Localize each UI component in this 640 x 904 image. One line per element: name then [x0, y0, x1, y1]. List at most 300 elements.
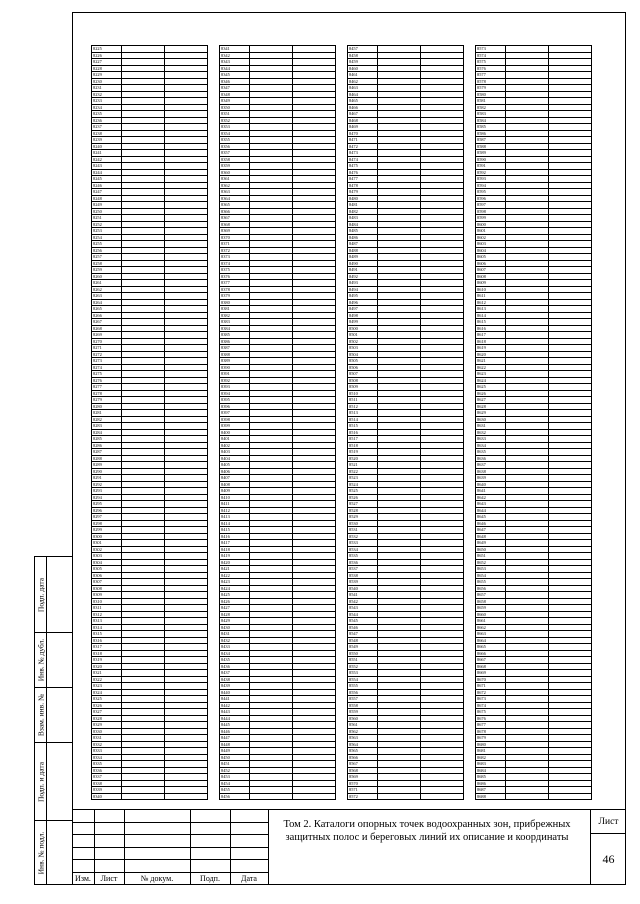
point-number: 8619: [476, 345, 506, 352]
point-number: 8598: [476, 208, 506, 215]
point-number: 8297: [92, 514, 122, 521]
point-number: 8335: [92, 761, 122, 768]
point-number: 8399: [220, 423, 250, 430]
point-number: 8333: [92, 748, 122, 755]
point-number: 8302: [92, 546, 122, 553]
point-number: 8404: [220, 455, 250, 462]
point-number: 8491: [348, 267, 378, 274]
point-number: 8411: [220, 501, 250, 508]
point-number: 8646: [476, 520, 506, 527]
margin-label-podp-i-data: Подп. и дата: [36, 761, 45, 802]
point-number: 8688: [476, 793, 506, 800]
point-number: 8470: [348, 130, 378, 137]
point-number: 8448: [220, 741, 250, 748]
coord-y: [165, 793, 208, 800]
point-number: 8296: [92, 507, 122, 514]
point-number: 8500: [348, 325, 378, 332]
coord-x: [506, 793, 549, 800]
point-number: 8479: [348, 189, 378, 196]
point-number: 8630: [476, 416, 506, 423]
point-number: 8385: [220, 332, 250, 339]
point-number: 8357: [220, 150, 250, 157]
document-title-line2: защитных полос и береговых линий их описание и координаты: [285, 832, 569, 843]
point-number: 8232: [92, 91, 122, 98]
point-number: 8228: [92, 65, 122, 72]
point-number: 8498: [348, 312, 378, 319]
point-number: 8635: [476, 449, 506, 456]
margin-cell-podp-data: [35, 557, 72, 633]
point-number: 8322: [92, 676, 122, 683]
point-number: 8481: [348, 202, 378, 209]
point-number: 8554: [348, 676, 378, 683]
point-number: 8245: [92, 176, 122, 183]
point-number: 8449: [220, 748, 250, 755]
point-number: 8486: [348, 234, 378, 241]
point-number: 8597: [476, 202, 506, 209]
point-number: 8331: [92, 735, 122, 742]
point-number: 8602: [476, 234, 506, 241]
point-number: 8507: [348, 371, 378, 378]
point-number: 8426: [220, 598, 250, 605]
point-number: 8617: [476, 332, 506, 339]
table-row: [92, 793, 208, 800]
point-number: 8519: [348, 449, 378, 456]
point-number: 8687: [476, 787, 506, 794]
point-number: 8233: [92, 98, 122, 105]
point-number: 8603: [476, 241, 506, 248]
point-number: 8354: [220, 130, 250, 137]
point-number: 8537: [348, 566, 378, 573]
point-number: 8615: [476, 319, 506, 326]
point-number: 8607: [476, 267, 506, 274]
point-number: 8487: [348, 241, 378, 248]
point-number: 8256: [92, 247, 122, 254]
point-number: 8601: [476, 228, 506, 235]
point-number: 8525: [348, 488, 378, 495]
point-number: 8393: [220, 384, 250, 391]
point-number: 8513: [348, 410, 378, 417]
point-number: 8293: [92, 488, 122, 495]
point-number: 8377: [220, 280, 250, 287]
point-number: 8325: [92, 696, 122, 703]
point-number: 8475: [348, 163, 378, 170]
point-number: 8650: [476, 546, 506, 553]
point-number: 8527: [348, 501, 378, 508]
point-number: 8627: [476, 397, 506, 404]
point-number: 8238: [92, 130, 122, 137]
point-number: 8342: [220, 52, 250, 59]
point-number: 8281: [92, 410, 122, 417]
point-number: 8605: [476, 254, 506, 261]
point-number: 8295: [92, 501, 122, 508]
point-number: 8294: [92, 494, 122, 501]
point-number: 8518: [348, 442, 378, 449]
point-number: 8570: [348, 780, 378, 787]
point-number: 8514: [348, 416, 378, 423]
point-number: 8303: [92, 553, 122, 560]
point-number: 8268: [92, 325, 122, 332]
point-number: 8675: [476, 709, 506, 716]
point-number: 8511: [348, 397, 378, 404]
point-number: 8267: [92, 319, 122, 326]
point-number: 8359: [220, 163, 250, 170]
revision-grid: [72, 810, 268, 885]
point-number: 8300: [92, 533, 122, 540]
point-number: 8283: [92, 423, 122, 430]
point-number: 8260: [92, 273, 122, 280]
point-number: 8392: [220, 377, 250, 384]
point-number: 8466: [348, 104, 378, 111]
point-number: 8279: [92, 397, 122, 404]
point-number: 8538: [348, 572, 378, 579]
coord-x: [250, 793, 293, 800]
point-number: 8460: [348, 65, 378, 72]
point-number: 8684: [476, 767, 506, 774]
point-number: 8400: [220, 429, 250, 436]
point-number: 8679: [476, 735, 506, 742]
point-number: 8285: [92, 436, 122, 443]
point-number: 8236: [92, 117, 122, 124]
point-number: 8620: [476, 351, 506, 358]
point-number: 8366: [220, 208, 250, 215]
point-number: 8501: [348, 332, 378, 339]
point-number: 8370: [220, 234, 250, 241]
point-number: 8628: [476, 403, 506, 410]
point-number: 8530: [348, 520, 378, 527]
point-number: 8544: [348, 611, 378, 618]
point-number: 8476: [348, 169, 378, 176]
point-number: 8451: [220, 761, 250, 768]
point-number: 8587: [476, 137, 506, 144]
point-number: 8656: [476, 585, 506, 592]
point-number: 8349: [220, 98, 250, 105]
point-number: 8548: [348, 637, 378, 644]
point-number: 8314: [92, 624, 122, 631]
point-number: 8365: [220, 202, 250, 209]
point-number: 8643: [476, 501, 506, 508]
point-number: 8551: [348, 657, 378, 664]
point-number: 8467: [348, 111, 378, 118]
point-number: 8523: [348, 475, 378, 482]
point-number: 8308: [92, 585, 122, 592]
point-number: 8258: [92, 260, 122, 267]
point-number: 8374: [220, 260, 250, 267]
point-number: 8496: [348, 299, 378, 306]
point-number: 8242: [92, 156, 122, 163]
point-number: 8315: [92, 631, 122, 638]
point-number: 8336: [92, 767, 122, 774]
point-number: 8431: [220, 631, 250, 638]
point-number: 8306: [92, 572, 122, 579]
catalog-block-1: [91, 45, 208, 800]
point-number: 8654: [476, 572, 506, 579]
point-number: 8474: [348, 156, 378, 163]
point-number: 8397: [220, 410, 250, 417]
point-number: 8584: [476, 117, 506, 124]
point-number: 8661: [476, 618, 506, 625]
point-number: 8291: [92, 475, 122, 482]
point-number: 8677: [476, 722, 506, 729]
point-number: 8594: [476, 182, 506, 189]
point-number: 8453: [220, 774, 250, 781]
point-number: 8613: [476, 306, 506, 313]
coord-y: [421, 793, 464, 800]
point-number: 8338: [92, 780, 122, 787]
point-number: 8292: [92, 481, 122, 488]
point-number: 8488: [348, 247, 378, 254]
point-number: 8569: [348, 774, 378, 781]
point-number: 8568: [348, 767, 378, 774]
point-number: 8396: [220, 403, 250, 410]
point-number: 8515: [348, 423, 378, 430]
point-number: 8645: [476, 514, 506, 521]
point-number: 8239: [92, 137, 122, 144]
point-number: 8633: [476, 436, 506, 443]
point-number: 8681: [476, 748, 506, 755]
point-number: 8508: [348, 377, 378, 384]
point-number: 8401: [220, 436, 250, 443]
point-number: 8423: [220, 579, 250, 586]
point-number: 8465: [348, 98, 378, 105]
coord-y: [549, 793, 592, 800]
point-number: 8586: [476, 130, 506, 137]
point-number: 8483: [348, 215, 378, 222]
table-row: [348, 793, 464, 800]
point-number: 8533: [348, 540, 378, 547]
point-number: 8234: [92, 104, 122, 111]
point-number: 8254: [92, 234, 122, 241]
point-number: 8280: [92, 403, 122, 410]
point-number: 8262: [92, 286, 122, 293]
point-number: 8665: [476, 644, 506, 651]
point-number: 8237: [92, 124, 122, 131]
point-number: 8304: [92, 559, 122, 566]
point-number: 8433: [220, 644, 250, 651]
point-number: 8266: [92, 312, 122, 319]
point-number: 8637: [476, 462, 506, 469]
point-number: 8655: [476, 579, 506, 586]
point-number: 8243: [92, 163, 122, 170]
point-number: 8621: [476, 358, 506, 365]
point-number: 8318: [92, 650, 122, 657]
point-number: 8352: [220, 117, 250, 124]
margin-cell-inv-dubl: [35, 633, 72, 688]
point-number: 8231: [92, 85, 122, 92]
point-number: 8278: [92, 390, 122, 397]
coordinate-catalog: [91, 45, 593, 805]
point-number: 8445: [220, 722, 250, 729]
point-number: 8616: [476, 325, 506, 332]
point-number: 8596: [476, 195, 506, 202]
point-number: 8545: [348, 618, 378, 625]
point-number: 8658: [476, 598, 506, 605]
point-number: 8622: [476, 364, 506, 371]
point-number: 8546: [348, 624, 378, 631]
point-number: 8574: [476, 52, 506, 59]
point-number: 8614: [476, 312, 506, 319]
point-number: 8590: [476, 156, 506, 163]
point-number: 8595: [476, 189, 506, 196]
point-number: 8249: [92, 202, 122, 209]
point-number: 8321: [92, 670, 122, 677]
point-number: 8490: [348, 260, 378, 267]
point-number: 8524: [348, 481, 378, 488]
point-number: 8528: [348, 507, 378, 514]
point-number: 8347: [220, 85, 250, 92]
point-number: 8659: [476, 605, 506, 612]
point-number: 8458: [348, 52, 378, 59]
point-number: 8409: [220, 488, 250, 495]
point-number: 8455: [220, 787, 250, 794]
point-number: 8461: [348, 72, 378, 79]
point-number: 8326: [92, 702, 122, 709]
point-number: 8562: [348, 728, 378, 735]
point-number: 8270: [92, 338, 122, 345]
point-number: 8583: [476, 111, 506, 118]
point-number: 8255: [92, 241, 122, 248]
point-number: 8358: [220, 156, 250, 163]
point-number: 8414: [220, 520, 250, 527]
point-number: 8495: [348, 293, 378, 300]
point-number: 8398: [220, 416, 250, 423]
point-number: 8299: [92, 527, 122, 534]
point-number: 8379: [220, 293, 250, 300]
point-number: 8560: [348, 715, 378, 722]
point-number: 8547: [348, 631, 378, 638]
point-number: 8563: [348, 735, 378, 742]
point-number: 8606: [476, 260, 506, 267]
point-number: 8269: [92, 332, 122, 339]
header-podp: Подп.: [200, 874, 220, 883]
point-number: 8559: [348, 709, 378, 716]
point-number: 8405: [220, 462, 250, 469]
point-number: 8348: [220, 91, 250, 98]
point-number: 8257: [92, 254, 122, 261]
point-number: 8484: [348, 221, 378, 228]
point-number: 8368: [220, 221, 250, 228]
point-number: 8666: [476, 650, 506, 657]
point-number: 8240: [92, 143, 122, 150]
header-data: Дата: [241, 874, 257, 883]
point-number: 8503: [348, 345, 378, 352]
point-number: 8647: [476, 527, 506, 534]
point-number: 8427: [220, 605, 250, 612]
point-number: 8244: [92, 169, 122, 176]
point-number: 8438: [220, 676, 250, 683]
point-number: 8660: [476, 611, 506, 618]
point-number: 8428: [220, 611, 250, 618]
point-number: 8375: [220, 267, 250, 274]
point-number: 8686: [476, 780, 506, 787]
point-number: 8275: [92, 371, 122, 378]
point-number: 8671: [476, 683, 506, 690]
point-number: 8565: [348, 748, 378, 755]
point-number: 8502: [348, 338, 378, 345]
point-number: 8406: [220, 468, 250, 475]
point-number: 8284: [92, 429, 122, 436]
point-number: 8553: [348, 670, 378, 677]
point-number: 8446: [220, 728, 250, 735]
point-number: 8360: [220, 169, 250, 176]
point-number: 8611: [476, 293, 506, 300]
point-number: 8578: [476, 78, 506, 85]
margin-label-inv-podl: Инв. № подл.: [36, 831, 45, 874]
point-number: 8316: [92, 637, 122, 644]
point-number: 8589: [476, 150, 506, 157]
point-number: 8685: [476, 774, 506, 781]
point-number: 8531: [348, 527, 378, 534]
point-number: 8644: [476, 507, 506, 514]
point-number: 8265: [92, 306, 122, 313]
point-number: 8351: [220, 111, 250, 118]
point-number: 8272: [92, 351, 122, 358]
point-number: 8408: [220, 481, 250, 488]
point-number: 8248: [92, 195, 122, 202]
point-number: 8246: [92, 182, 122, 189]
point-number: 8420: [220, 559, 250, 566]
point-number: 8259: [92, 267, 122, 274]
point-number: 8277: [92, 384, 122, 391]
point-number: 8419: [220, 553, 250, 560]
point-number: 8469: [348, 124, 378, 131]
point-number: 8642: [476, 494, 506, 501]
point-number: 8456: [220, 793, 250, 800]
coord-y: [293, 793, 336, 800]
point-number: 8522: [348, 468, 378, 475]
point-number: 8657: [476, 592, 506, 599]
point-number: 8472: [348, 143, 378, 150]
point-number: 8252: [92, 221, 122, 228]
point-number: 8346: [220, 78, 250, 85]
point-number: 8430: [220, 624, 250, 631]
point-number: 8251: [92, 215, 122, 222]
point-number: 8394: [220, 390, 250, 397]
point-number: 8683: [476, 761, 506, 768]
point-number: 8274: [92, 364, 122, 371]
point-number: 8492: [348, 273, 378, 280]
point-number: 8539: [348, 579, 378, 586]
point-number: 8623: [476, 371, 506, 378]
point-number: 8389: [220, 358, 250, 365]
point-number: 8363: [220, 189, 250, 196]
point-number: 8312: [92, 611, 122, 618]
title-block: [72, 809, 626, 885]
point-number: 8361: [220, 176, 250, 183]
point-number: 8567: [348, 761, 378, 768]
point-number: 8381: [220, 306, 250, 313]
point-number: 8289: [92, 462, 122, 469]
point-number: 8480: [348, 195, 378, 202]
point-number: 8648: [476, 533, 506, 540]
point-number: 8327: [92, 709, 122, 716]
point-number: 8564: [348, 741, 378, 748]
margin-label-vzam-inv: Взам. инв. №: [36, 693, 45, 737]
point-number: 8649: [476, 540, 506, 547]
point-number: 8369: [220, 228, 250, 235]
point-number: 8608: [476, 273, 506, 280]
point-number: 8680: [476, 741, 506, 748]
point-number: 8247: [92, 189, 122, 196]
point-number: 8477: [348, 176, 378, 183]
table-row: [476, 793, 592, 800]
point-number: 8362: [220, 182, 250, 189]
point-number: 8307: [92, 579, 122, 586]
point-number: 8407: [220, 475, 250, 482]
point-number: 8436: [220, 663, 250, 670]
margin-label-podp-data: Подп. дата: [36, 577, 45, 612]
point-number: 8599: [476, 215, 506, 222]
point-number: 8499: [348, 319, 378, 326]
